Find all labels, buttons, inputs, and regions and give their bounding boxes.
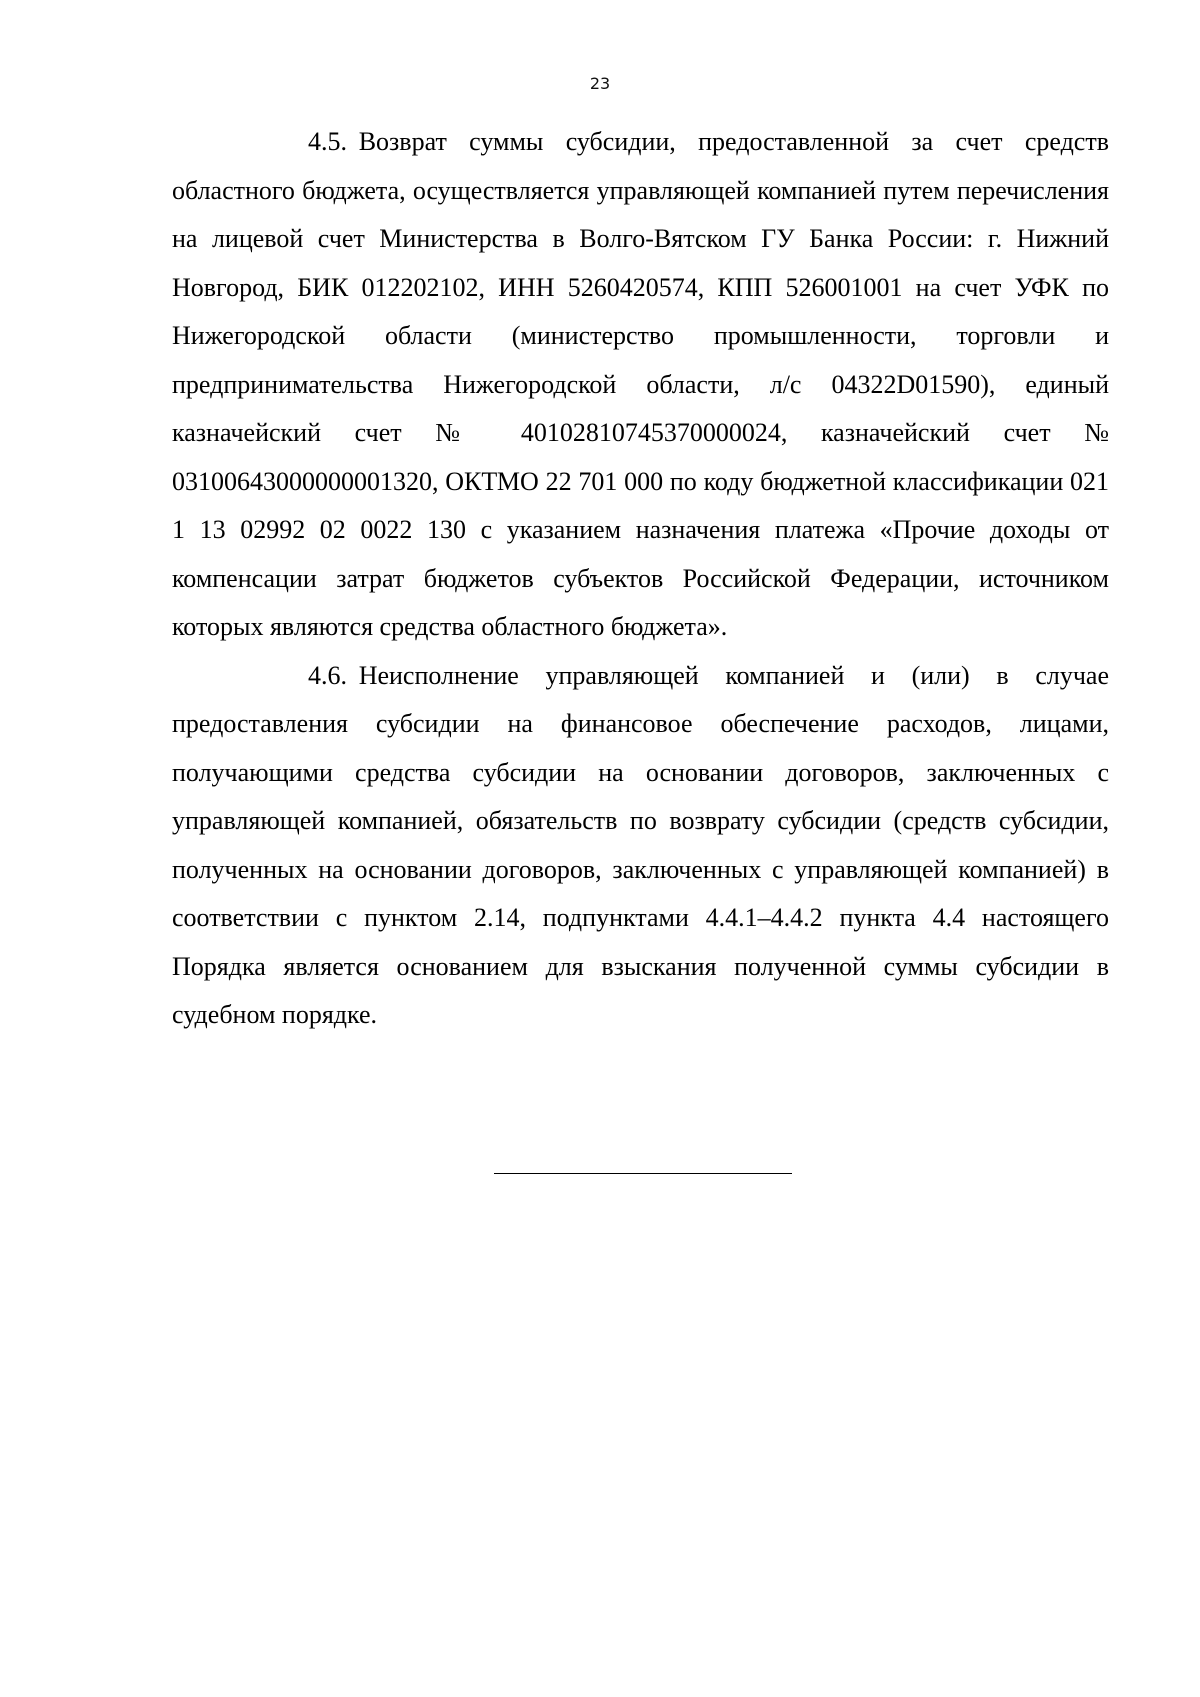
document-body	[172, 118, 1109, 1040]
paragraph-4-5	[172, 118, 1109, 652]
paragraph-text: Неисполнение управляющей компанией и (или) в случае предоставления субсидии на финансовое обеспечение расходов, лицами, получающими средства субсидии на основании договоров, заключенных с управляющей компанией, обязательств по возврату субсидии (средств субсидии, полученных на основании договоров, заключенных с управляющей компанией) в соответствии с пунктом 2.14, подпунктами 4.4.1–4.4.2 пункта 4.4 настоящего Порядка является основанием для взыскания полученной суммы субсидии в судебном порядке.	[172, 660, 1109, 1029]
paragraph-text: Возврат суммы субсидии, предоставленной за счет средств областного бюджета, осуществляется управляющей компанией путем перечисления на лицевой счет Министерства в Волго-Вятском ГУ Банка России: г. Нижний Новгород, БИК 012202102, ИНН 5260420574, КПП 526001001 на счет УФК по Нижегородской области (министерство промышленности, торговли и предпринимательства Нижегородской области, л/с 04322D01590), единый казначейский счет № 40102810745370000024, казначейский счет № 03100643000000001320, ОКТМО 22 701 000 по коду бюджетной классификации 021 1 13 02992 02 0022 130 с указанием назначения платежа «Прочие доходы от компенсации затрат бюджетов субъектов Российской Федерации, источником которых являются средства областного бюджета».	[172, 127, 1109, 641]
paragraph-number: 4.5.	[308, 127, 347, 156]
paragraph-number: 4.6.	[308, 660, 347, 690]
end-of-document-rule	[494, 1173, 792, 1174]
page-number: 23	[589, 74, 611, 93]
paragraph-4-6	[172, 652, 1109, 1040]
